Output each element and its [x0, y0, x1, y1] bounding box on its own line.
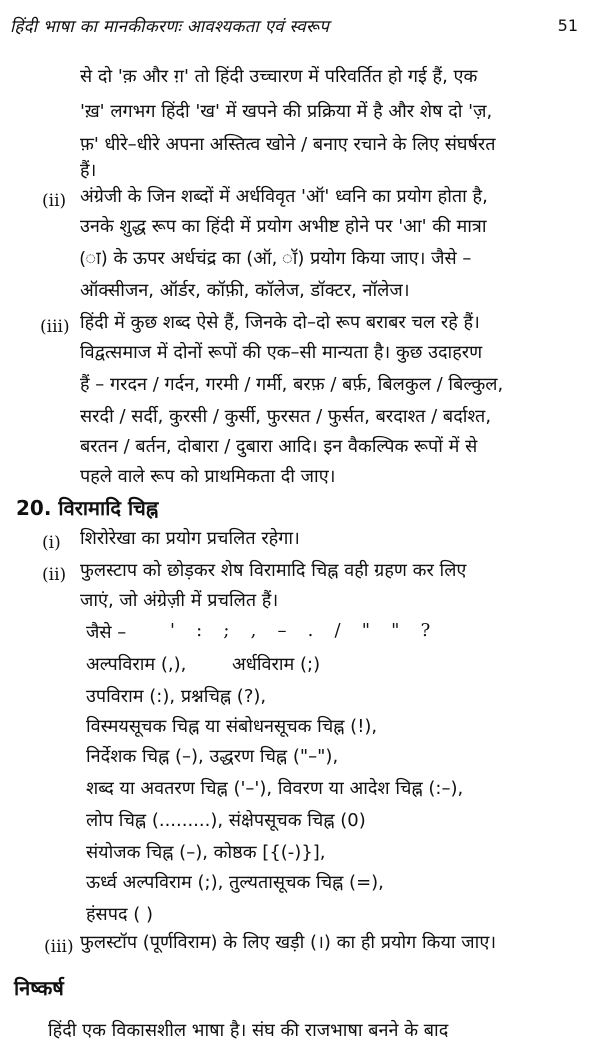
body-line: हैं।	[80, 160, 97, 181]
section-heading: निष्कर्ष	[14, 976, 64, 1000]
example-label: जैसे –	[86, 622, 127, 643]
body-line: उपविराम (:), प्रश्नचिह्न (?),	[86, 686, 267, 707]
body-line: लोप चिह्न (.........), संक्षेपसूचक चिह्न (0)	[86, 810, 366, 831]
body-line: शिरोरेखा का प्रयोग प्रचलित रहेगा।	[80, 528, 300, 549]
body-line: हैं – गरदन / गर्दन, गरमी / गर्मी, बरफ़ / बर्फ़, बिलकुल / बिल्कुल,	[80, 374, 504, 395]
list-marker-iii: (iii)	[40, 317, 70, 337]
body-line: अल्पविराम (,),	[86, 654, 187, 675]
list-marker-ii: (ii)	[42, 191, 67, 211]
body-line: हंसपद ( )	[86, 904, 153, 925]
body-line: बरतन / बर्तन, दोबारा / दुबारा आदि। इन वैकल्पिक रूपों में से	[80, 436, 478, 457]
body-line: फुलस्टाप को छोड़कर शेष विरामादि चिह्न वही ग्रहण कर लिए	[80, 560, 467, 581]
body-line: संयोजक चिह्न (–), कोष्ठक [{(-)}],	[86, 842, 326, 863]
running-header: हिंदी भाषा का मानकीकरणः आवश्यकता एवं स्वरूप	[10, 17, 330, 37]
body-line: उनके शुद्ध रूप का हिंदी में प्रयोग अभीष्ट होने पर 'आ' की मात्रा	[80, 216, 487, 237]
list-marker-iii: (iii)	[44, 937, 74, 957]
body-line: हिंदी एक विकासशील भाषा है। संघ की राजभाषा बनने के बाद	[48, 1020, 449, 1041]
body-line: 'ख़' लगभग हिंदी 'ख' में खपने की प्रक्रिया में है और शेष दो 'ज़,	[80, 101, 493, 122]
punctuation-samples: ' : ; , – . / " " ?	[170, 620, 432, 641]
body-line: से दो 'क़ और ग़' तो हिंदी उच्चारण में परिवर्तित हो गई हैं, एक	[80, 66, 478, 87]
body-line: निर्देशक चिह्न (–), उद्धरण चिह्न ("–"),	[86, 746, 339, 767]
body-line: फुलस्टॉप (पूर्णविराम) के लिए खड़ी (।) का ही प्रयोग किया जाए।	[80, 932, 497, 953]
body-line: अर्धविराम (;)	[232, 654, 321, 675]
body-line: जाएं, जो अंग्रेज़ी में प्रचलित हैं।	[80, 590, 279, 611]
page-number: 51	[557, 16, 578, 35]
body-line: शब्द या अवतरण चिह्न ('–'), विवरण या आदेश चिह्न (:–),	[86, 778, 464, 799]
body-line: हिंदी में कुछ शब्द ऐसे हैं, जिनके दो–दो रूप बराबर चल रहे हैं।	[80, 312, 480, 333]
list-marker-i: (i)	[42, 533, 61, 553]
section-heading: 20. विरामादि चिह्न	[16, 496, 159, 520]
body-line: विस्मयसूचक चिह्न या संबोधनसूचक चिह्न (!),	[86, 716, 378, 737]
body-line: पहले वाले रूप को प्राथमिकता दी जाए।	[80, 466, 336, 487]
body-line: ऊर्ध्व अल्पविराम (;), तुल्यतासूचक चिह्न (=),	[86, 872, 384, 893]
body-line: ऑक्सीजन, ऑर्डर, कॉफ़ी, कॉलेज, डॉक्टर, नॉलेज।	[80, 280, 410, 301]
body-line: (ा) के ऊपर अर्धचंद्र का (ऑ, ॉ) प्रयोग किया जाए। जैसे –	[80, 248, 472, 269]
list-marker-ii: (ii)	[42, 565, 67, 585]
body-line: विद्वत्समाज में दोनों रूपों की एक–सी मान्यता है। कुछ उदाहरण	[80, 342, 483, 363]
body-line: फ़' धीरे–धीरे अपना अस्तित्व खोने / बनाए रचाने के लिए संघर्षरत	[80, 134, 496, 155]
body-line: अंग्रेजी के जिन शब्दों में अर्धविवृत 'ऑ' ध्वनि का प्रयोग होता है,	[80, 186, 488, 207]
body-line: सरदी / सर्दी, कुरसी / कुर्सी, फुरसत / फुर्सत, बरदाश्त / बर्दाश्त,	[80, 406, 492, 427]
